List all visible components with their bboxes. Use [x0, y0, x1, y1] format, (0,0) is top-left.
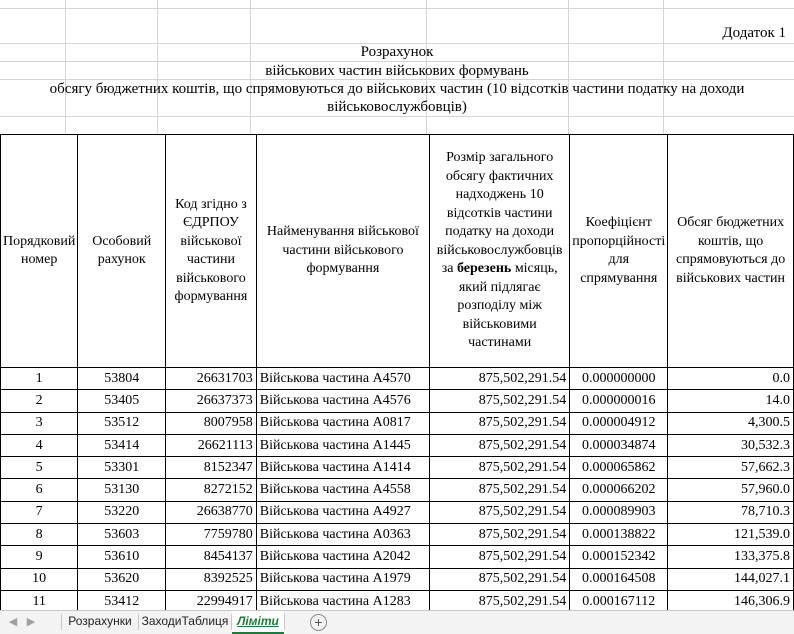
cell-total-receipts[interactable]: 875,502,291.54 — [430, 412, 570, 434]
table-row — [1, 501, 794, 523]
cell-row-number[interactable]: 5 — [1, 457, 78, 479]
scroll-right-icon[interactable]: ▶ — [26, 616, 36, 628]
cell-row-number[interactable]: 9 — [1, 546, 78, 568]
sheet-tab-bar — [0, 610, 794, 634]
tab-divider — [284, 614, 285, 630]
cell-edrpou-code[interactable]: 8272152 — [166, 479, 257, 501]
cell-total-receipts[interactable]: 875,502,291.54 — [430, 546, 570, 568]
cell-total-receipts[interactable]: 875,502,291.54 — [430, 524, 570, 546]
cell-total-receipts[interactable]: 875,502,291.54 — [430, 390, 570, 412]
table-row — [1, 368, 794, 390]
header-total-part-2: місяць, який підлягає розподілу між військовими частинами — [457, 261, 558, 351]
table-row — [1, 457, 794, 479]
cell-budget-volume[interactable]: 4,300.5 — [668, 412, 794, 434]
header-account[interactable]: Особовий рахунок — [78, 135, 166, 368]
cell-budget-volume[interactable]: 0.0 — [668, 368, 794, 390]
header-budget-volume[interactable]: Обсяг бюджетних коштів, що спрямовуються до військових частин — [668, 135, 794, 368]
cell-account[interactable]: 53130 — [78, 479, 166, 501]
cell-coefficient[interactable]: 0.000004912 — [570, 412, 668, 434]
cell-total-receipts[interactable]: 875,502,291.54 — [430, 479, 570, 501]
cell-coefficient[interactable]: 0.000000016 — [570, 390, 668, 412]
cell-budget-volume[interactable]: 121,539.0 — [668, 524, 794, 546]
cell-budget-volume[interactable]: 133,375.8 — [668, 546, 794, 568]
cell-row-number[interactable]: 3 — [1, 412, 78, 434]
cell-edrpou-code[interactable]: 8454137 — [166, 546, 257, 568]
cell-account[interactable]: 53804 — [78, 368, 166, 390]
table-row — [1, 568, 794, 590]
cell-unit-name[interactable]: Військова частина А0817 — [256, 412, 429, 434]
cell-edrpou-code[interactable]: 22994917 — [166, 590, 257, 610]
header-month: березень — [456, 261, 512, 277]
cell-row-number[interactable]: 2 — [1, 390, 78, 412]
cell-row-number[interactable]: 7 — [1, 501, 78, 523]
table-row — [1, 412, 794, 434]
cell-budget-volume[interactable]: 57,662.3 — [668, 457, 794, 479]
cell-edrpou-code[interactable]: 26621113 — [166, 434, 257, 456]
cell-edrpou-code[interactable]: 8152347 — [166, 457, 257, 479]
title-line-2: військових частин військових формувань — [265, 63, 529, 79]
header-coefficient[interactable]: Коефіцієнт пропорційності для спрямування — [570, 135, 668, 368]
table-header-row — [1, 135, 794, 368]
cell-budget-volume[interactable]: 14.0 — [668, 390, 794, 412]
cell-budget-volume[interactable]: 146,306.9 — [668, 590, 794, 610]
cell-coefficient[interactable]: 0.000152342 — [570, 546, 668, 568]
cell-account[interactable]: 53603 — [78, 524, 166, 546]
cell-total-receipts[interactable]: 875,502,291.54 — [430, 368, 570, 390]
cell-account[interactable]: 53412 — [78, 590, 166, 610]
tab-limity[interactable]: Ліміти — [232, 611, 284, 634]
table-row — [1, 546, 794, 568]
cell-edrpou-code[interactable]: 26638770 — [166, 501, 257, 523]
scroll-left-icon[interactable]: ◀ — [8, 616, 18, 628]
cell-unit-name[interactable]: Військова частина А1979 — [256, 568, 429, 590]
cell-unit-name[interactable]: Військова частина А4558 — [256, 479, 429, 501]
header-row-number[interactable]: Порядковий номер — [1, 135, 78, 368]
cell-row-number[interactable]: 10 — [1, 568, 78, 590]
cell-account[interactable]: 53301 — [78, 457, 166, 479]
header-total-part-1: Розмір загального обсягу фактичних надходжень 10 відсотків частини податку на доходи військовослужбовців за — [436, 150, 563, 277]
add-sheet-icon[interactable]: + — [310, 614, 327, 631]
cell-edrpou-code[interactable]: 7759780 — [166, 524, 257, 546]
cell-unit-name[interactable]: Військова частина А4927 — [256, 501, 429, 523]
header-unit-name[interactable]: Найменування військової частини військового формування — [256, 135, 429, 368]
title-line-4: військовослужбовців) — [327, 99, 467, 115]
cell-account[interactable]: 53220 — [78, 501, 166, 523]
tab-rozrakhunky[interactable]: Розрахунки — [68, 614, 132, 628]
title-line-3: обсягу бюджетних коштів, що спрямовуються до військових частин (10 відсотків частини податку на доходи — [49, 81, 745, 97]
header-total-receipts[interactable] — [430, 135, 570, 368]
cell-unit-name[interactable]: Військова частина А4570 — [256, 368, 429, 390]
cell-coefficient[interactable]: 0.000167112 — [570, 590, 668, 610]
cell-total-receipts[interactable]: 875,502,291.54 — [430, 568, 570, 590]
table-row — [1, 390, 794, 412]
cell-total-receipts[interactable]: 875,502,291.54 — [430, 457, 570, 479]
cell-budget-volume[interactable]: 144,027.1 — [668, 568, 794, 590]
table-row — [1, 434, 794, 456]
cell-unit-name[interactable]: Військова частина А0363 — [256, 524, 429, 546]
cell-coefficient[interactable]: 0.000066202 — [570, 479, 668, 501]
cell-row-number[interactable]: 8 — [1, 524, 78, 546]
cell-edrpou-code[interactable]: 8007958 — [166, 412, 257, 434]
cell-account[interactable]: 53610 — [78, 546, 166, 568]
title-line-1: Розрахунок — [360, 44, 434, 60]
cell-coefficient[interactable]: 0.000138822 — [570, 524, 668, 546]
cell-account[interactable]: 53620 — [78, 568, 166, 590]
cell-unit-name[interactable]: Військова частина А1445 — [256, 434, 429, 456]
cell-total-receipts[interactable]: 875,502,291.54 — [430, 590, 570, 610]
cell-account[interactable]: 53405 — [78, 390, 166, 412]
cell-unit-name[interactable]: Військова частина А4576 — [256, 390, 429, 412]
cell-coefficient[interactable]: 0.000089903 — [570, 501, 668, 523]
cell-row-number[interactable]: 11 — [1, 590, 78, 610]
gridline — [0, 116, 794, 117]
cell-unit-name[interactable]: Військова частина А1414 — [256, 457, 429, 479]
cell-unit-name[interactable]: Військова частина А2042 — [256, 546, 429, 568]
table-row — [1, 524, 794, 546]
cell-account[interactable]: 53414 — [78, 434, 166, 456]
gridline — [0, 8, 794, 9]
table-row — [1, 590, 794, 610]
cell-total-receipts[interactable]: 875,502,291.54 — [430, 501, 570, 523]
annex-label: Додаток 1 — [722, 25, 786, 41]
cell-budget-volume[interactable]: 30,532.3 — [668, 434, 794, 456]
cell-account[interactable]: 53512 — [78, 412, 166, 434]
table-row — [1, 479, 794, 501]
cell-row-number[interactable]: 4 — [1, 434, 78, 456]
cell-budget-volume[interactable]: 78,710.3 — [668, 501, 794, 523]
cell-edrpou-code[interactable]: 26637373 — [166, 390, 257, 412]
cell-total-receipts[interactable]: 875,502,291.54 — [430, 434, 570, 456]
cell-row-number[interactable]: 1 — [1, 368, 78, 390]
header-edrpou-code[interactable]: Код згідно з ЄДРПОУ військової частини військового формування — [166, 135, 257, 368]
cell-coefficient[interactable]: 0.000065862 — [570, 457, 668, 479]
cell-edrpou-code[interactable]: 26631703 — [166, 368, 257, 390]
cell-row-number[interactable]: 6 — [1, 479, 78, 501]
cell-budget-volume[interactable]: 57,960.0 — [668, 479, 794, 501]
cell-coefficient[interactable]: 0.000034874 — [570, 434, 668, 456]
cell-unit-name[interactable]: Військова частина А1283 — [256, 590, 429, 610]
cell-edrpou-code[interactable]: 8392525 — [166, 568, 257, 590]
tab-zakhody-tablytsia[interactable]: ЗаходиТаблиця — [141, 614, 229, 628]
cell-coefficient[interactable]: 0.000164508 — [570, 568, 668, 590]
limits-table — [0, 134, 794, 610]
cell-coefficient[interactable]: 0.000000000 — [570, 368, 668, 390]
